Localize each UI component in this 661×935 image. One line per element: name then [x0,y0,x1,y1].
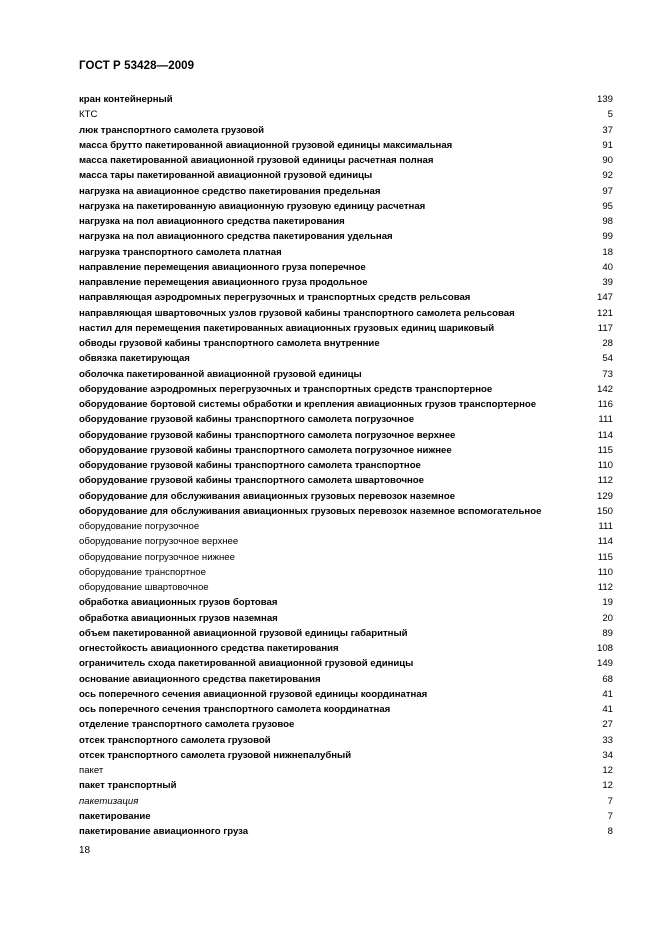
index-entry [79,473,613,488]
index-term: направляющая аэродромных перегрузочных и транспортных средств рельсовая [79,292,471,304]
index-entry [79,489,613,504]
index-page-ref: 68 [602,673,613,685]
index-entry [79,290,613,305]
index-page-ref: 97 [602,185,613,197]
index-term: обводы грузовой кабины транспортного самолета внутренние [79,338,380,349]
index-page-ref: 149 [596,658,613,670]
index-entry [79,641,613,656]
index-term: оборудование для обслуживания авиационных грузовых перевозок наземное [79,490,456,502]
document-header: ГОСТ Р 53428—2009 [79,60,195,72]
index-term: оболочка пакетированной авиационной грузовой единицы [79,368,362,380]
index-page-ref: 142 [596,383,613,395]
alphabetical-index [79,92,613,839]
index-term: ограничитель схода пакетированной авиационной грузовой единицы [79,658,414,670]
index-term: оборудование грузовой кабины транспортного самолета погрузочное верхнее [79,429,456,441]
index-page-ref: 112 [597,582,613,593]
index-term: отделение транспортного самолета грузовое [79,719,295,731]
index-page-ref: 5 [607,109,613,121]
index-term: основание авиационного средства пакетирования [79,673,321,685]
index-entry [79,824,613,839]
index-page-ref: 28 [602,338,613,349]
index-entry [79,687,613,702]
index-page-ref: 73 [602,368,613,380]
index-term: направление перемещения авиационного груза продольное [79,277,368,288]
index-page-ref: 147 [596,292,613,304]
index-entry [79,260,613,275]
index-term: обработка авиационных грузов наземная [79,612,278,624]
index-term: нагрузка транспортного самолета платная [79,246,282,258]
index-term: оборудование погрузочное нижнее [79,551,235,563]
index-entry [79,656,613,671]
index-entry [79,565,613,580]
index-term: оборудование транспортное [79,566,206,578]
index-entry [79,534,613,549]
index-entry [79,275,613,290]
index-term: масса пакетированной авиационной грузовой единицы расчетная полная [79,155,434,166]
index-entry [79,245,613,260]
index-entry [79,733,613,748]
index-term: настил для перемещения пакетированных авиационных грузовых единиц шариковый [79,322,495,334]
index-page-ref: 91 [602,139,613,151]
index-term: отсек транспортного самолета грузовой нижнепалубный [79,749,352,761]
index-page-ref: 39 [602,277,613,288]
index-term: пакет [79,765,104,776]
index-entry [79,458,613,473]
index-page-ref: 7 [607,810,613,822]
index-page-ref: 8 [607,826,613,837]
index-entry [79,92,613,107]
index-term: оборудование погрузочное верхнее [79,536,239,548]
index-page-ref: 37 [602,124,613,136]
index-term: оборудование грузовой кабины транспортного самолета транспортное [79,460,421,471]
index-term: пакет транспортный [79,780,177,792]
index-term: оборудование аэродромных перегрузочных и транспортных средств транспортерное [79,383,493,395]
index-page-ref: 40 [602,261,613,273]
index-entry [79,702,613,717]
index-page-ref: 20 [602,612,613,624]
index-entry [79,138,613,153]
index-term: ось поперечного сечения транспортного самолета координатная [79,704,391,715]
index-page-ref: 115 [597,444,613,456]
index-entry [79,580,613,595]
index-page-ref: 110 [597,460,613,471]
index-page-ref: 41 [602,704,613,715]
index-term: обработка авиационных грузов бортовая [79,597,278,609]
index-term: пакетирование [79,810,151,822]
index-term: оборудование бортовой системы обработки и крепления авиационных грузов транспортерное [79,399,537,410]
index-page-ref: 34 [602,749,613,761]
page-number: 18 [79,845,91,856]
index-entry [79,595,613,610]
index-term: оборудование для обслуживания авиационных грузовых перевозок наземное вспомогательное [79,505,542,517]
index-entry [79,153,613,168]
index-term: нагрузка на пол авиационного средства пакетирования удельная [79,231,393,243]
index-page-ref: 117 [597,322,613,334]
index-term: оборудование швартовочное [79,582,209,593]
index-term: оборудование грузовой кабины транспортного самолета погрузочное нижнее [79,444,452,456]
index-term: оборудование грузовой кабины транспортного самолета швартовочное [79,475,425,487]
index-page-ref: 110 [597,566,613,578]
index-entry [79,504,613,519]
index-page-ref: 33 [602,734,613,746]
index-page-ref: 114 [597,536,613,548]
index-entry [79,123,613,138]
index-entry [79,168,613,183]
index-term: обвязка пакетирующая [79,353,190,365]
index-term: нагрузка на пакетированную авиационную грузовую единицу расчетная [79,200,426,212]
index-entry [79,550,613,565]
index-page-ref: 54 [602,353,613,365]
index-entry [79,214,613,229]
index-entry [79,717,613,732]
index-term: оборудование грузовой кабины транспортного самолета погрузочное [79,414,415,426]
index-page-ref: 139 [596,94,613,105]
index-page-ref: 12 [602,765,613,776]
index-term: направляющая швартовочных узлов грузовой кабины транспортного самолета рельсовая [79,307,515,319]
index-entry [79,367,613,382]
index-term: масса брутто пакетированной авиационной грузовой единицы максимальная [79,139,453,151]
index-page-ref: 41 [602,688,613,700]
index-entry [79,443,613,458]
index-term: объем пакетированной авиационной грузовой единицы габаритный [79,627,408,639]
index-entry [79,778,613,793]
index-page-ref: 95 [602,200,613,212]
index-entry [79,809,613,824]
index-entry [79,184,613,199]
index-page-ref: 112 [597,475,613,487]
index-page-ref: 98 [602,216,613,227]
index-term: отсек транспортного самолета грузовой [79,734,271,746]
index-term: люк транспортного самолета грузовой [79,124,265,136]
index-page-ref: 18 [602,246,613,258]
index-entry [79,412,613,427]
index-entry [79,519,613,534]
index-entry [79,794,613,809]
index-term: пакетизация [79,795,139,807]
index-term: оборудование погрузочное [79,521,200,532]
index-entry [79,626,613,641]
index-entry [79,321,613,336]
index-page-ref: 12 [602,780,613,792]
index-entry [79,763,613,778]
index-page-ref: 111 [598,521,613,532]
index-page-ref: 7 [607,795,613,807]
index-page-ref: 99 [602,231,613,243]
index-entry [79,397,613,412]
index-page-ref: 114 [597,429,613,441]
index-page-ref: 111 [598,414,613,426]
index-entry [79,107,613,122]
index-term: КТС [79,109,98,121]
index-entry [79,748,613,763]
index-page-ref: 115 [597,551,613,563]
index-entry [79,672,613,687]
index-page-ref: 121 [596,307,613,319]
index-page-ref: 92 [602,170,613,182]
index-page-ref: 116 [597,399,613,410]
index-term: масса тары пакетированной авиационной грузовой единицы [79,170,373,182]
index-entry [79,306,613,321]
index-term: огнестойкость авиационного средства пакетирования [79,643,339,654]
index-page-ref: 108 [596,643,613,654]
index-page-ref: 89 [602,627,613,639]
index-term: кран контейнерный [79,94,173,105]
index-entry [79,611,613,626]
index-term: нагрузка на авиационное средство пакетирования предельная [79,185,381,197]
index-page-ref: 129 [596,490,613,502]
index-entry [79,336,613,351]
index-entry [79,382,613,397]
index-entry [79,229,613,244]
index-entry [79,199,613,214]
index-term: нагрузка на пол авиационного средства пакетирования [79,216,345,227]
index-term: пакетирование авиационного груза [79,826,249,837]
index-entry [79,428,613,443]
index-page-ref: 150 [596,505,613,517]
index-term: ось поперечного сечения авиационной грузовой единицы координатная [79,688,428,700]
index-term: направление перемещения авиационного груза поперечное [79,261,366,273]
index-entry [79,351,613,366]
index-page-ref: 19 [602,597,613,609]
index-page-ref: 27 [602,719,613,731]
index-page-ref: 90 [602,155,613,166]
